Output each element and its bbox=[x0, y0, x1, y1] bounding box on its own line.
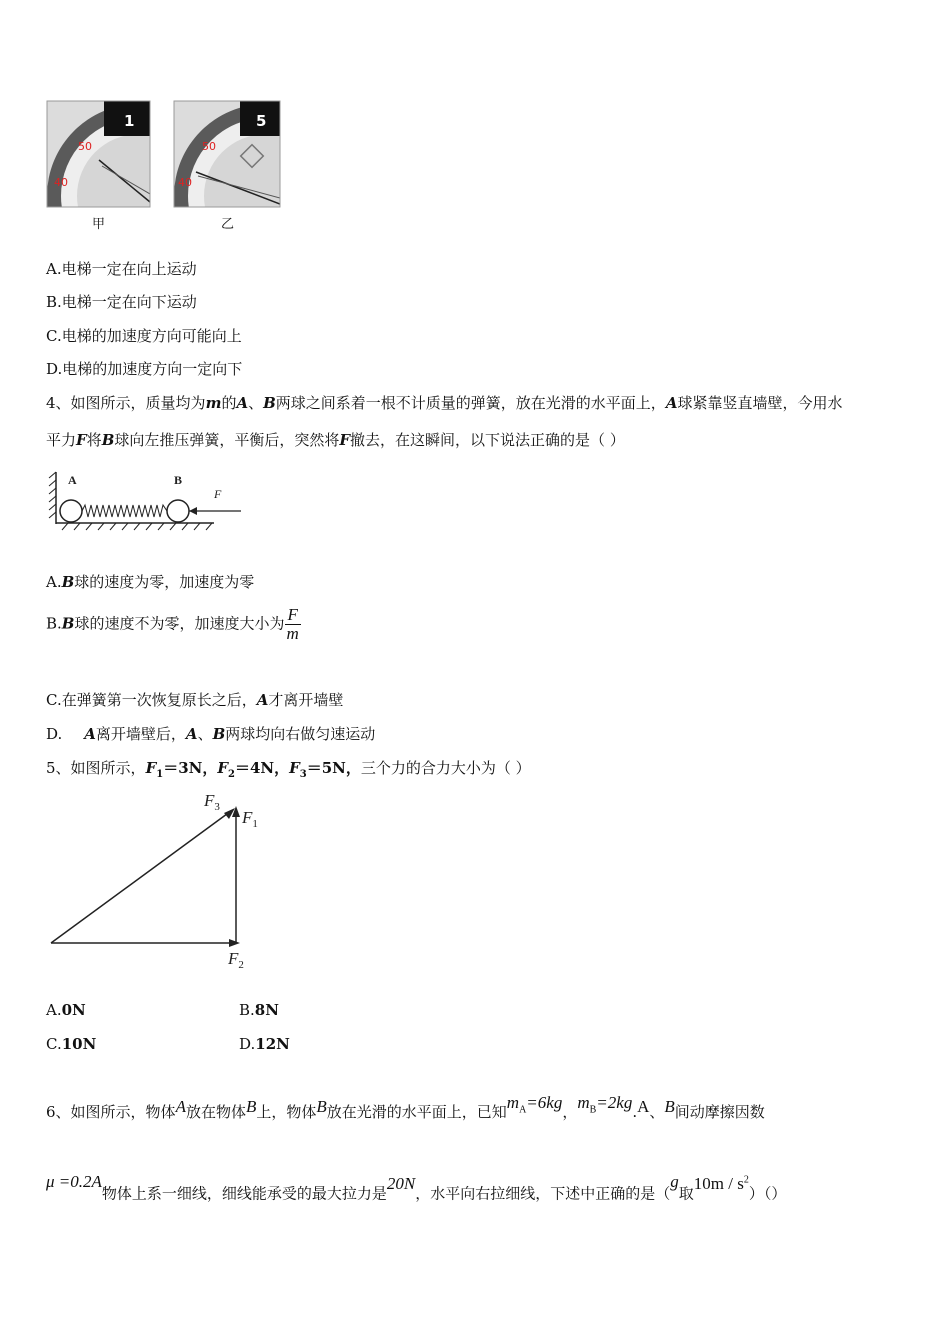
q4-force-symbol: F bbox=[339, 431, 351, 449]
q6-object-a: A bbox=[175, 1097, 186, 1116]
gauge-right-mark-high: 50 bbox=[202, 140, 216, 153]
gauge-left-badge: 1 bbox=[124, 112, 135, 130]
q4-ball-b: B bbox=[263, 394, 276, 412]
q6-text: 放在物体 bbox=[185, 1103, 246, 1121]
q4-option-d bbox=[46, 724, 375, 744]
q6-friction-coefficient: μ =0.2A bbox=[46, 1171, 102, 1191]
label-a: A bbox=[68, 473, 77, 487]
vector-f3 bbox=[51, 811, 231, 943]
force-triangle-figure bbox=[44, 788, 274, 973]
q5-option-b-value: 8N bbox=[254, 1001, 279, 1019]
q6-max-tension: 20N bbox=[386, 1173, 416, 1193]
q6-mass-b-sub: B bbox=[589, 1104, 597, 1116]
q6-text: 物体上系一细线，细线能承受的最大拉力是 bbox=[101, 1184, 387, 1203]
q5-option-d-value: 12N bbox=[255, 1035, 290, 1053]
gauge-left-mark-low: 40 bbox=[54, 176, 68, 189]
q5-f2-sub: 2 bbox=[228, 769, 235, 780]
q5-stem bbox=[46, 758, 531, 785]
gauge-left-caption: 甲 bbox=[92, 217, 106, 232]
q4-text: 球向左推压弹簧，平衡后，突然将 bbox=[114, 431, 340, 449]
gauge-left-mark-high: 50 bbox=[78, 140, 92, 153]
q5-text: 三个力的合力大小为（ ） bbox=[360, 759, 531, 777]
spring bbox=[82, 505, 167, 517]
q6-object-b: B bbox=[245, 1097, 257, 1116]
q6-mass-a-symbol: m bbox=[506, 1093, 520, 1112]
q5-f3-value: ＝5N， bbox=[306, 759, 361, 777]
q4-ball-b: B bbox=[212, 725, 226, 743]
q6-stem-line1 bbox=[46, 1093, 765, 1129]
q6-object-b: B bbox=[316, 1097, 327, 1116]
label-f3: F bbox=[204, 791, 215, 810]
fraction-f-over-m bbox=[285, 606, 301, 643]
spring-figure bbox=[44, 466, 249, 532]
q4-option-c bbox=[46, 690, 343, 710]
gauge-right-mark-low: 40 bbox=[178, 176, 192, 189]
q6-mass-a bbox=[506, 1093, 563, 1116]
q5-option-a-value: 0N bbox=[61, 1001, 86, 1019]
q6-gravity-symbol: g bbox=[670, 1171, 679, 1191]
q4-number: 4、 bbox=[46, 394, 71, 412]
q5-f1: F bbox=[145, 759, 157, 777]
label-f3-sub: 3 bbox=[214, 801, 220, 813]
q6-text: 放在光滑的水平面上，已知 bbox=[326, 1103, 507, 1121]
fraction-denominator: m bbox=[286, 624, 299, 643]
q5-option-a bbox=[46, 1000, 86, 1020]
gauge-right-badge: 5 bbox=[256, 112, 267, 130]
q4-option-d-text: 两球均向右做匀速运动 bbox=[225, 725, 376, 743]
q4-ball-a: A bbox=[185, 725, 198, 743]
q4-option-b-text: 球的速度不为零，加速度大小为 bbox=[74, 614, 285, 633]
q6-text: 取 bbox=[678, 1184, 694, 1203]
q3-option-a: A.电梯一定在向上运动 bbox=[46, 260, 197, 278]
q6-mass-a-value: =6kg bbox=[526, 1093, 563, 1112]
q4-text: 、 bbox=[197, 725, 213, 743]
q5-option-b-prefix: B. bbox=[239, 1001, 255, 1019]
q6-text: 间动摩擦因数 bbox=[674, 1103, 765, 1121]
q4-text: 平力 bbox=[46, 431, 77, 449]
q5-f3-sub: 3 bbox=[299, 769, 307, 780]
q6-object-b: B bbox=[664, 1097, 675, 1116]
q5-option-b bbox=[239, 1000, 279, 1020]
q6-mass-a-sub: A bbox=[519, 1104, 527, 1116]
q4-text: 两球之间系着一根不计质量的弹簧，放在光滑的水平面上， bbox=[275, 394, 666, 412]
label-f2-sub: 2 bbox=[238, 959, 244, 971]
q3-option-b: B.电梯一定在向下运动 bbox=[46, 293, 197, 311]
q4-mass-symbol: m bbox=[205, 394, 222, 412]
q4-option-a-prefix: A. bbox=[46, 573, 62, 591]
q5-f3: F bbox=[289, 759, 300, 777]
q5-option-a-prefix: A. bbox=[46, 1001, 62, 1019]
q4-option-c-text: C.在弹簧第一次恢复原长之后， bbox=[46, 691, 257, 709]
q4-ball-b: B bbox=[101, 431, 115, 449]
q4-option-a-text: 球的速度为零，加速度为零 bbox=[74, 573, 255, 591]
label-f2: F bbox=[228, 949, 239, 968]
q6-text: . bbox=[632, 1103, 638, 1121]
q4-option-c-text: 才离开墙壁 bbox=[268, 691, 344, 709]
label-f1-sub: 1 bbox=[252, 818, 258, 830]
label-f: F bbox=[214, 487, 222, 501]
label-b: B bbox=[174, 473, 183, 487]
svg-text:F3 bbox=[203, 791, 220, 813]
q4-stem-line2 bbox=[46, 430, 625, 450]
ball-b bbox=[167, 500, 189, 522]
q4-option-a bbox=[46, 572, 254, 592]
q4-text: 撤去，在这瞬间，以下说法正确的是（ ） bbox=[350, 431, 625, 449]
q4-option-d-text: 离开墙壁后， bbox=[95, 725, 186, 743]
q5-f2-value: ＝4N， bbox=[234, 759, 290, 777]
q5-f1-sub: 1 bbox=[156, 769, 164, 780]
q6-text: 、 bbox=[649, 1103, 665, 1121]
q4-ball-b: B bbox=[61, 573, 75, 591]
q6-stem-line2 bbox=[46, 1171, 787, 1204]
q4-ball-a: A bbox=[84, 725, 96, 743]
q6-text: 如图所示，物体 bbox=[70, 1103, 176, 1121]
q5-option-c-prefix: C. bbox=[46, 1035, 62, 1053]
q5-number: 5、 bbox=[46, 759, 71, 777]
q4-option-d-prefix: D. bbox=[46, 725, 63, 743]
q4-text: 、 bbox=[248, 394, 264, 412]
q5-option-c-value: 10N bbox=[61, 1035, 97, 1053]
q6-gravity-value bbox=[694, 1174, 749, 1193]
q6-text: ， bbox=[562, 1103, 578, 1121]
q6-object-a: A bbox=[637, 1097, 650, 1116]
q4-force-symbol: F bbox=[76, 431, 87, 449]
q6-number: 6、 bbox=[46, 1103, 71, 1121]
svg-text:F2 bbox=[227, 949, 244, 971]
q4-ball-a: A bbox=[236, 394, 249, 412]
q6-mass-b bbox=[577, 1093, 633, 1116]
q4-option-b bbox=[46, 606, 301, 643]
label-f1: F bbox=[242, 808, 253, 827]
q5-option-d bbox=[239, 1034, 290, 1054]
q6-text: 上，物体 bbox=[256, 1103, 317, 1121]
q5-f1-value: ＝3N， bbox=[163, 759, 218, 777]
q4-text: 球紧靠竖直墙壁，今用水 bbox=[677, 394, 843, 412]
q3-option-d: D.电梯的加速度方向一定向下 bbox=[46, 360, 243, 378]
ball-a bbox=[60, 500, 82, 522]
q4-option-b-prefix: B. bbox=[46, 614, 62, 633]
q4-text: 将 bbox=[86, 431, 102, 449]
q6-text: ）（） bbox=[748, 1184, 787, 1203]
q3-option-c: C.电梯的加速度方向可能向上 bbox=[46, 327, 242, 345]
q6-mass-b-symbol: m bbox=[577, 1093, 590, 1112]
q4-stem-line1 bbox=[46, 393, 842, 413]
gauge-right-caption: 乙 bbox=[221, 217, 235, 232]
fraction-numerator: F bbox=[285, 606, 301, 625]
q4-ball-a: A bbox=[665, 394, 678, 412]
q4-ball-a: A bbox=[256, 691, 269, 709]
gauge-figure bbox=[44, 98, 284, 238]
q5-option-d-prefix: D. bbox=[239, 1035, 256, 1053]
q5-f2: F bbox=[217, 759, 228, 777]
q5-text: 如图所示， bbox=[70, 759, 146, 777]
q6-gravity-value-text: 10m / s bbox=[693, 1173, 744, 1193]
svg-text:F1 bbox=[241, 808, 258, 830]
q6-mass-b-value: =2kg bbox=[596, 1093, 633, 1112]
q6-text: ，水平向右拉细线，下述中正确的是（ bbox=[415, 1184, 671, 1203]
q5-option-c bbox=[46, 1034, 96, 1054]
q4-ball-b: B bbox=[61, 614, 75, 633]
q6-gravity-exponent: 2 bbox=[743, 1174, 749, 1185]
q4-text: 如图所示，质量均为 bbox=[70, 394, 206, 412]
q4-text: 的 bbox=[221, 394, 237, 412]
